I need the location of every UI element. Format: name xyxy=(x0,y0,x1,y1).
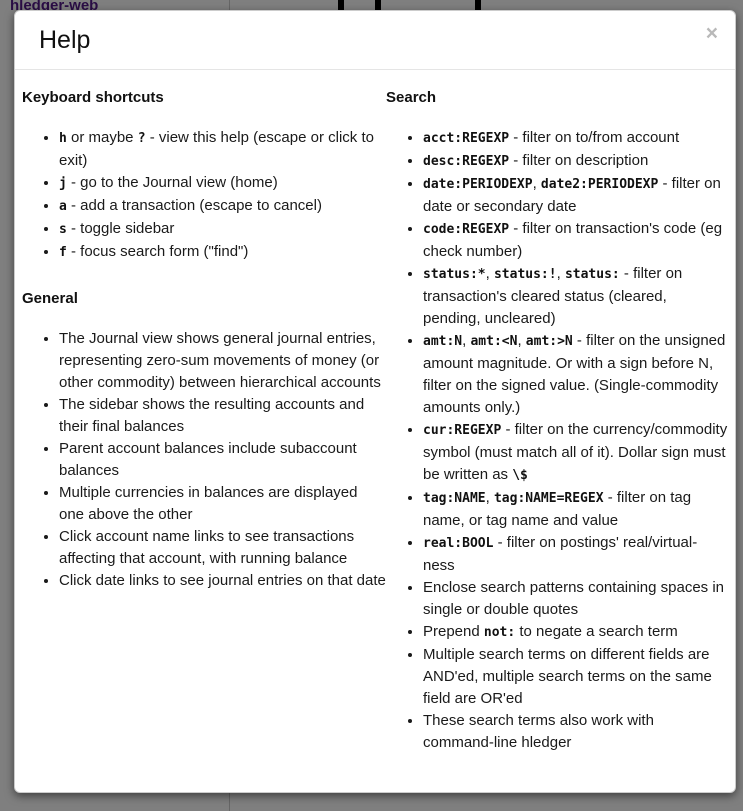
code-token: status:* xyxy=(423,267,486,282)
help-list-item: • tag:NAME, tag:NAME=REGEX - filter on tag name, or tag name and value xyxy=(423,487,728,532)
section-list xyxy=(22,127,386,264)
section-heading: General xyxy=(22,290,78,307)
help-list-item: • s - toggle sidebar xyxy=(59,218,386,241)
help-list-item: • The Journal view shows general journal entries, representing zero-sum movements of money (or other commodity) between hierarchical accounts xyxy=(59,328,386,394)
help-list-item: • acct:REGEXP - filter on to/from account xyxy=(423,127,728,150)
help-list-item: • Click date links to see journal entries on that date xyxy=(59,570,386,592)
section-list xyxy=(386,127,728,754)
code-token: code:REGEXP xyxy=(423,222,510,237)
help-list-item: • Multiple search terms on different fields are AND'ed, multiple search terms on the same field are OR'ed xyxy=(423,644,728,710)
code-token: status:! xyxy=(493,267,557,282)
code-token: j xyxy=(59,176,67,191)
code-token: date2:PERIODEXP xyxy=(540,177,659,192)
code-token: amt:<N xyxy=(470,334,518,349)
help-list-item: • real:BOOL - filter on postings' real/virtual-ness xyxy=(423,532,728,577)
help-list-item: • amt:N, amt:<N, amt:>N - filter on the unsigned amount magnitude. Or with a sign before N, filter on the signed value. (Single-commodity amounts only.) xyxy=(423,330,728,419)
section-heading: Search xyxy=(386,89,437,106)
code-token: f xyxy=(59,245,67,260)
help-list-item: • Prepend not: to negate a search term xyxy=(423,621,728,644)
help-modal-title: Help xyxy=(39,26,91,54)
help-list-item: • code:REGEXP - filter on transaction's code (eg check number) xyxy=(423,218,728,263)
close-icon[interactable]: × xyxy=(705,22,718,45)
help-list-item: • h or maybe ? - view this help (escape or click to exit) xyxy=(59,127,386,172)
help-list-item: • desc:REGEXP - filter on description xyxy=(423,150,728,173)
help-list-item: • Parent account balances include subaccount balances xyxy=(59,438,386,482)
code-token: desc:REGEXP xyxy=(423,154,510,169)
help-column-left xyxy=(22,88,386,754)
help-list-item: • cur:REGEXP - filter on the currency/commodity symbol (must match all of it). Dollar sign must be written as \$ xyxy=(423,419,728,487)
code-token: tag:NAME xyxy=(423,491,486,506)
help-list-item: • The sidebar shows the resulting accounts and their final balances xyxy=(59,394,386,438)
code-token: date:PERIODEXP xyxy=(423,177,533,192)
code-token: tag:NAME=REGEX xyxy=(493,491,604,506)
help-list-item: • f - focus search form ("find") xyxy=(59,241,386,264)
help-list-item: • Enclose search patterns containing spaces in single or double quotes xyxy=(423,577,728,621)
help-modal-body xyxy=(15,70,735,774)
code-token: acct:REGEXP xyxy=(423,131,510,146)
help-modal xyxy=(14,10,736,793)
code-token: a xyxy=(59,199,67,214)
help-list-item: • Click account name links to see transactions affecting that account, with running balance xyxy=(59,526,386,570)
help-list-item: • a - add a transaction (escape to cancel) xyxy=(59,195,386,218)
help-list-item: • j - go to the Journal view (home) xyxy=(59,172,386,195)
code-token: ? xyxy=(137,131,146,146)
help-column-right xyxy=(386,88,728,754)
help-list-item: • These search terms also work with command-line hledger xyxy=(423,710,728,754)
code-token: s xyxy=(59,222,67,237)
help-modal-header xyxy=(15,11,735,70)
code-token: amt:>N xyxy=(525,334,573,349)
section-heading: Keyboard shortcuts xyxy=(22,89,164,106)
help-section xyxy=(386,88,728,754)
code-token: cur:REGEXP xyxy=(423,423,502,438)
help-section xyxy=(22,88,386,264)
section-list xyxy=(22,328,386,592)
code-token: amt:N xyxy=(423,334,463,349)
code-token: h xyxy=(59,131,67,146)
code-token: not: xyxy=(483,625,516,640)
help-list-item: • date:PERIODEXP, date2:PERIODEXP - filter on date or secondary date xyxy=(423,173,728,218)
help-list-item: • Multiple currencies in balances are displayed one above the other xyxy=(59,482,386,526)
help-list-item: • status:*, status:!, status: - filter on transaction's cleared status (cleared, pending, uncleared) xyxy=(423,263,728,330)
code-token: real:BOOL xyxy=(423,536,494,551)
code-token: status: xyxy=(564,267,620,282)
help-section xyxy=(22,289,386,592)
code-token: \$ xyxy=(512,468,528,483)
